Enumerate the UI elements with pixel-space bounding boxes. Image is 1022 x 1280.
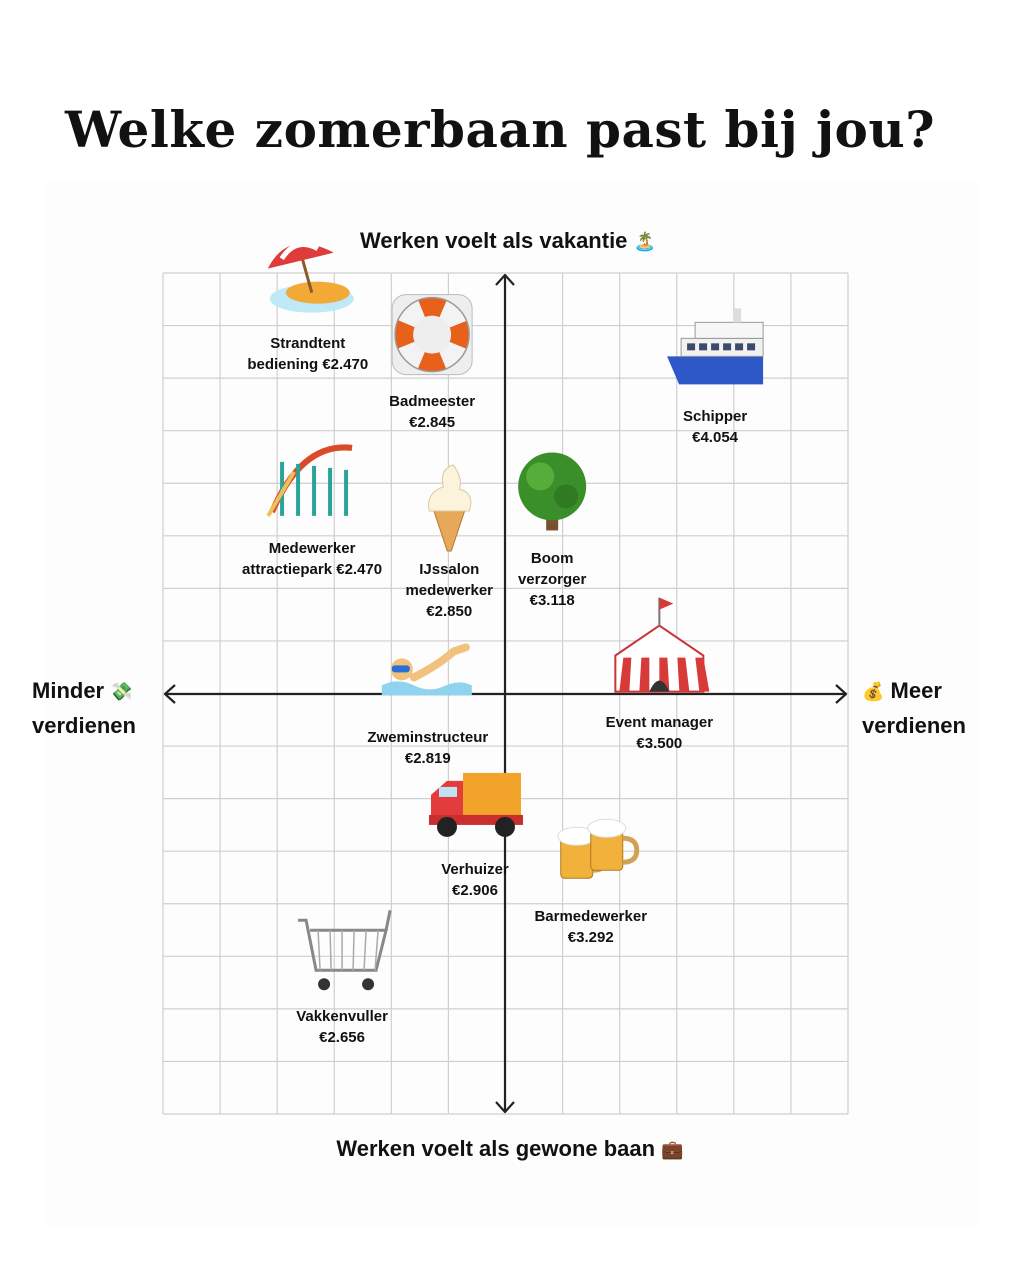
job-label-line3: €3.118 bbox=[529, 592, 575, 610]
job-label bbox=[296, 1006, 388, 1048]
ship-icon bbox=[667, 308, 763, 384]
page-title: Welke zomerbaan past bij jou? bbox=[64, 100, 936, 159]
arm bbox=[414, 647, 466, 677]
cart-wire bbox=[364, 930, 366, 970]
ice-cream-icon bbox=[429, 465, 471, 551]
axis-label-top-text: Werken voelt als vakantie bbox=[360, 228, 628, 253]
wheel bbox=[318, 978, 330, 990]
axis-label-left-line1: Minder bbox=[32, 678, 105, 703]
axis-label-right-line2: verdienen bbox=[862, 712, 966, 738]
roller-coaster-icon bbox=[268, 447, 352, 515]
swimmer-icon bbox=[382, 647, 472, 695]
crown-highlight bbox=[526, 462, 554, 490]
job-label bbox=[683, 406, 747, 448]
job-label-line2: €3.292 bbox=[567, 929, 614, 947]
job-label-line2: verzorger bbox=[517, 571, 587, 589]
job-label-line2: €2.906 bbox=[452, 881, 498, 899]
job-label bbox=[367, 727, 488, 769]
bridge bbox=[695, 322, 763, 338]
window bbox=[735, 343, 743, 350]
window bbox=[723, 343, 731, 350]
job-label bbox=[518, 548, 586, 611]
window bbox=[699, 343, 707, 350]
windshield bbox=[439, 787, 457, 797]
job-label-line1: Strandtent bbox=[270, 334, 346, 352]
job-label-line1: Verhuizer bbox=[441, 860, 509, 878]
beach-umbrella-island-icon bbox=[268, 244, 354, 313]
window bbox=[747, 343, 755, 350]
job-label-line2: €2.656 bbox=[319, 1029, 366, 1047]
job-label-line1: Barmedewerker bbox=[534, 908, 648, 926]
hull bbox=[667, 356, 763, 384]
handle bbox=[623, 838, 637, 862]
goggles bbox=[392, 665, 410, 672]
beer-mugs-icon bbox=[558, 819, 637, 878]
axis-label-bottom-text: Werken voelt als gewone baan bbox=[336, 1136, 656, 1161]
job-label-line2: €2.845 bbox=[409, 413, 456, 431]
job-label-line1: Boom bbox=[530, 550, 574, 568]
life-ring-icon bbox=[392, 295, 472, 375]
delivery-truck-icon bbox=[429, 773, 523, 837]
job-label-line1: Medewerker bbox=[268, 539, 356, 557]
cone bbox=[433, 509, 465, 551]
flag bbox=[659, 598, 673, 610]
axis-label-left-line2: verdienen bbox=[32, 712, 136, 738]
job-label-line2: €4.054 bbox=[692, 429, 739, 447]
island-icon: 🏝️ bbox=[633, 231, 656, 252]
sand bbox=[286, 282, 350, 304]
money-with-wings-icon: 💸 bbox=[110, 681, 133, 702]
job-label bbox=[441, 859, 509, 901]
job-label-line1: Schipper bbox=[682, 408, 748, 426]
crown bbox=[518, 452, 586, 520]
job-label-line1: Badmeester bbox=[389, 392, 476, 410]
job-label-line1: IJssalon bbox=[419, 560, 480, 578]
cart-wire bbox=[330, 930, 331, 970]
wheel bbox=[495, 817, 515, 837]
funnel bbox=[733, 308, 741, 322]
money-bag-icon: 💰 bbox=[862, 681, 885, 702]
cart-handle bbox=[386, 910, 390, 930]
shopping-cart-icon bbox=[298, 910, 390, 990]
soft-serve bbox=[429, 465, 471, 511]
briefcase-icon: 💼 bbox=[661, 1139, 684, 1160]
umbrella bbox=[268, 244, 334, 269]
crown-shade bbox=[554, 484, 578, 508]
window bbox=[711, 343, 719, 350]
job-label bbox=[247, 333, 368, 375]
job-label bbox=[405, 559, 493, 622]
cab bbox=[431, 781, 463, 819]
cargo bbox=[463, 773, 521, 819]
cart-wire bbox=[353, 930, 354, 970]
water bbox=[382, 681, 472, 695]
job-label-line1: Event manager bbox=[605, 713, 714, 731]
job-label bbox=[242, 538, 382, 580]
cart-wire bbox=[318, 930, 320, 970]
job-label-line2: €2.819 bbox=[404, 750, 451, 768]
wheel bbox=[362, 978, 374, 990]
tree-icon bbox=[518, 452, 586, 530]
job-label-line2: attractiepark €2.470 bbox=[242, 560, 383, 578]
window bbox=[687, 343, 695, 350]
wheel bbox=[437, 817, 457, 837]
job-label-line2: bediening €2.470 bbox=[247, 355, 369, 373]
circus-tent-icon bbox=[615, 598, 709, 692]
job-label-line2: medewerker bbox=[405, 581, 494, 599]
job-label bbox=[606, 712, 714, 754]
job-label-line1: Zweminstructeur bbox=[367, 729, 489, 747]
job-label-line3: €2.850 bbox=[426, 602, 473, 620]
job-label-line2: €3.500 bbox=[636, 734, 683, 752]
job-label bbox=[534, 906, 647, 948]
job-label bbox=[389, 391, 475, 433]
axis-label-right-line1: Meer bbox=[890, 678, 942, 703]
job-label-line1: Vakkenvuller bbox=[296, 1008, 388, 1026]
foam bbox=[588, 819, 626, 837]
